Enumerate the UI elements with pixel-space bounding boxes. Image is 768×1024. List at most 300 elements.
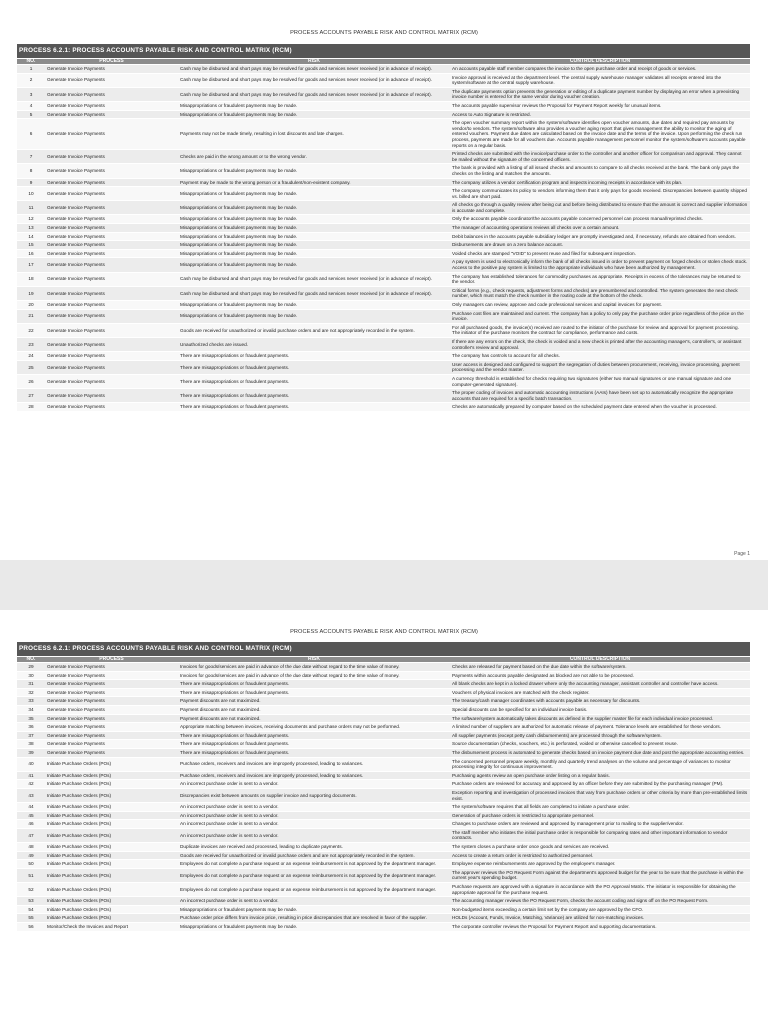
table-row (17, 723, 750, 731)
row-risk: Misappropriations or fraudulent payments may be made. (180, 250, 298, 256)
row-process: Generate Invoice Payments (47, 262, 105, 268)
row-number: 15 (28, 242, 34, 248)
row-number: 24 (28, 353, 34, 359)
table-row (17, 310, 750, 323)
table-row (17, 102, 750, 110)
row-number: 42 (28, 781, 34, 787)
row-risk: Cash may be disbursed and short pays may be resolved for goods and services never received (or in advance of receipt). (180, 91, 432, 97)
row-process: Initiate Purchase Orders (POs) (47, 781, 112, 787)
row-control-description: Exception reporting and investigation of processed invoices that vary from purchase orders or other criteria by more than pre-established limits exist. (452, 789, 748, 801)
row-number: 41 (28, 772, 34, 778)
row-process: Generate Invoice Payments (47, 225, 105, 231)
table-row (17, 780, 750, 788)
row-control-description: The corporate controller reviews the Proposal for Payment Report and supporting documentations. (452, 924, 657, 929)
row-process: Generate Invoice Payments (47, 205, 105, 211)
row-control-description: Special discounts can be specified for an individual invoice basis. (452, 706, 588, 712)
table-row (17, 88, 750, 101)
row-number: 8 (29, 168, 33, 174)
table-row (17, 820, 750, 828)
row-process: Generate Invoice Payments (47, 276, 105, 282)
row-number: 50 (28, 861, 34, 867)
row-control-description: Invoice approval is received at the department level. The central supply warehouse manager validates all receipts entered into the system/software at the central supply warehouse. (452, 74, 722, 86)
row-process: Initiate Purchase Orders (POs) (47, 886, 112, 892)
row-number: 9 (29, 179, 33, 185)
row-risk: An incorrect purchase order is sent to a vendor. (180, 804, 279, 810)
row-control-description: The company has controls to account for all checks. (452, 353, 560, 359)
row-process: Generate Invoice Payments (47, 153, 105, 159)
row-number: 14 (28, 233, 34, 239)
row-control-description: The concerned personnel prepare weekly, monthly and quarterly trend analyses on the volume and percentage of variances to monitor processing integrity for continuous improvement. (452, 758, 731, 770)
row-process: Generate Invoice Payments (47, 689, 105, 695)
row-control-description: For all purchased goods, the invoice(s) received are routed to the initiator of the purchase for review and approval for payment processing. The initiator of the purchase monitors the contract for compliance, performance and costs. (452, 324, 739, 336)
row-control-description: Checks are released for payment based on the due date within the software/system. (452, 664, 627, 669)
row-control-description: Changes to purchase orders are reviewed and approved by management prior to mailing to the supplier/vendor. (452, 821, 684, 827)
row-number: 28 (28, 404, 34, 410)
row-risk: Misappropriations or fraudulent payments may be made. (180, 216, 298, 222)
row-process: Initiate Purchase Orders (POs) (47, 812, 112, 818)
row-number: 51 (28, 872, 34, 878)
table-row (17, 273, 750, 286)
header-risk: RISK (308, 657, 320, 662)
row-risk: Misappropriations or fraudulent payments may be made. (180, 168, 298, 174)
table-row (17, 233, 750, 241)
row-number: 43 (28, 792, 34, 798)
row-number: 56 (28, 924, 34, 929)
table-row (17, 119, 750, 149)
row-control-description: The proper coding of invoices and automatic accounting instructions (AAIs) have been set up to automatically recognize the appropriate accounts that are required for a specific batch transaction. (452, 390, 734, 401)
row-number: 5 (29, 111, 33, 117)
row-number: 17 (28, 262, 34, 268)
header-risk: RISK (308, 59, 320, 64)
row-process: Initiate Purchase Orders (POs) (47, 852, 112, 858)
row-process: Generate Invoice Payments (47, 404, 105, 410)
header-no: NO. (26, 59, 36, 64)
table-row (17, 324, 750, 337)
row-number: 44 (28, 804, 34, 810)
row-risk: Payment may be made to the wrong person or a fraudulent/non-existent company. (180, 179, 351, 185)
row-process: Generate Invoice Payments (47, 749, 105, 755)
header-control-description: CONTROL DESCRIPTION (569, 59, 631, 64)
row-number: 40 (28, 761, 34, 767)
row-risk: Employees do not complete a purchase request or an expense reimbursement is not approved by the department manager. (180, 872, 437, 878)
row-number: 52 (28, 886, 34, 892)
row-control-description: User access is designed and configured to support the segregation of duties between procurement, receiving, invoice processing, payment processing and the vendor master. (452, 361, 740, 373)
row-risk: There are misappropriations or fraudulent payments. (180, 681, 290, 687)
row-number: 3 (29, 91, 33, 97)
row-risk: Cash may be disbursed and short pays may be resolved for goods and services never received (or in advance of receipt). (180, 66, 432, 71)
row-number: 2 (29, 77, 33, 83)
row-process: Generate Invoice Payments (47, 250, 105, 256)
row-process: Generate Invoice Payments (47, 698, 105, 704)
row-number: 55 (28, 915, 34, 921)
row-process: Generate Invoice Payments (47, 302, 105, 307)
row-process: Initiate Purchase Orders (POs) (47, 804, 112, 810)
row-risk: Misappropriations or fraudulent payments may be made. (180, 906, 298, 912)
row-control-description: All supplier payments (except petty cash disbursements) are processed through the software/system. (452, 732, 662, 738)
row-control-description: The company utilizes a vendor certification program and inspects incoming receipts in accordance with its plan. (452, 179, 683, 185)
row-process: Initiate Purchase Orders (POs) (47, 906, 112, 912)
row-control-description: If there are any errors on the check, the check is voided and a new check is printed after the accounting manager's, controller's, or assistant controller's review and approval. (452, 338, 742, 350)
row-risk: Misappropriations or fraudulent payments may be made. (180, 242, 298, 248)
row-control-description: The software/system automatically takes discounts as defined in the supplier master file for each individual invoice processed. (452, 715, 714, 721)
row-process: Initiate Purchase Orders (POs) (47, 832, 112, 838)
table-row (17, 65, 750, 73)
row-process: Generate Invoice Payments (47, 290, 105, 296)
row-risk: An incorrect purchase order is sent to a vendor. (180, 898, 279, 904)
row-number: 34 (28, 706, 34, 712)
row-control-description: Checks are automatically prepared by computer based on the scheduled payment date entered when the voucher is processed. (452, 404, 717, 410)
row-number: 10 (28, 190, 34, 196)
row-number: 35 (28, 715, 34, 721)
row-process: Generate Invoice Payments (47, 190, 105, 196)
row-risk: Duplicate invoices are received and processed, leading to duplicate payments. (180, 844, 343, 850)
row-control-description: Non-budgeted items exceeding a certain limit set by the company are approved by the CFO. (452, 906, 644, 912)
row-control-description: The staff member who initiates the initial purchase order is responsible for comparing rates and other important information to vendor contracts. (452, 829, 728, 841)
document-title: PROCESS ACCOUNTS PAYABLE RISK AND CONTROL MATRIX (RCM) (290, 629, 478, 635)
row-number: 21 (28, 313, 34, 319)
table-row (17, 869, 750, 882)
row-number: 1 (29, 66, 33, 71)
table-row (17, 812, 750, 820)
row-risk: Cash may be disbursed and short pays may be resolved for goods and services never received (or in advance of receipt). (180, 77, 432, 83)
row-process: Generate Invoice Payments (47, 233, 105, 239)
row-number: 30 (28, 672, 34, 678)
row-risk: Misappropriations or fraudulent payments may be made. (180, 233, 298, 239)
row-control-description: An accounts payable staff member compares the invoice to the open purchase order and receipt of goods or services. (452, 66, 697, 71)
row-control-description: The approver reviews the PO Request Form against the department's approved budget for the year to be sure that the purchase is within the current year's spending budget. (452, 869, 744, 881)
row-risk: Unauthorized checks are issued. (180, 341, 249, 347)
row-control-description: A limited number of suppliers are authorized for automatic release of payment. Tolerance levels are established for these vendors. (452, 724, 722, 730)
row-process: Initiate Purchase Orders (POs) (47, 844, 112, 850)
row-number: 47 (28, 832, 34, 838)
table-row (17, 914, 750, 922)
row-risk: Payment discounts are not maximized. (180, 706, 261, 712)
table-row (17, 111, 750, 119)
row-process: Generate Invoice Payments (47, 242, 105, 248)
row-process: Generate Invoice Payments (47, 732, 105, 738)
row-process: Generate Invoice Payments (47, 102, 105, 108)
row-number: 19 (28, 290, 34, 296)
row-process: Generate Invoice Payments (47, 672, 105, 678)
row-process: Generate Invoice Payments (47, 91, 105, 97)
row-risk: An incorrect purchase order is sent to a vendor. (180, 832, 279, 838)
row-process: Generate Invoice Payments (47, 715, 105, 721)
row-risk: Goods are received for unauthorized or invalid purchase orders and are not appropriately recorded in the system. (180, 327, 415, 333)
row-control-description: The company communicates its policy to vendors informing them that it only pays for goods received. Discrepancies between quantity shipped vs. billed are short paid. (452, 188, 747, 199)
row-process: Generate Invoice Payments (47, 378, 105, 384)
row-process: Generate Invoice Payments (47, 111, 105, 117)
table-row (17, 215, 750, 223)
row-risk: Cash may be disbursed and short pays may be resolved for goods and services never received (or in advance of receipt). (180, 290, 432, 296)
table-row (17, 732, 750, 740)
row-process: Generate Invoice Payments (47, 66, 105, 71)
table-row (17, 338, 750, 351)
table-row (17, 663, 750, 671)
row-risk: Misappropriations or fraudulent payments may be made. (180, 302, 298, 307)
row-number: 22 (28, 327, 34, 333)
row-control-description: The system/software requires that all fields are completed to initiate a purchase order. (452, 804, 630, 810)
row-process: Generate Invoice Payments (47, 216, 105, 222)
row-number: 25 (28, 364, 34, 370)
row-process: Generate Invoice Payments (47, 741, 105, 747)
row-process: Generate Invoice Payments (47, 77, 105, 83)
row-risk: Misappropriations or fraudulent payments may be made. (180, 262, 298, 268)
section-title: PROCESS 6.2.1: PROCESS ACCOUNTS PAYABLE RISK AND CONTROL MATRIX (RCM) (17, 642, 750, 656)
row-number: 16 (28, 250, 34, 256)
row-number: 31 (28, 681, 34, 687)
row-control-description: Only managers can review, approve and code professional services and capital invoices for payment. (452, 302, 663, 307)
row-risk: Misappropriations or fraudulent payments may be made. (180, 313, 298, 319)
row-control-description: HOLDs (Account, Funds, Invoice, Matching, Variance) are utilized for non-matching invoices. (452, 915, 645, 921)
row-risk: An incorrect purchase order is sent to a vendor. (180, 781, 279, 787)
table-row (17, 715, 750, 723)
row-number: 33 (28, 698, 34, 704)
row-risk: There are misappropriations or fraudulent payments. (180, 404, 290, 410)
row-control-description: Voided checks are stamped "VOID" to prevent reuse and filed for subsequent inspection. (452, 250, 636, 256)
row-number: 49 (28, 852, 34, 858)
row-number: 11 (28, 205, 34, 211)
table-row (17, 706, 750, 714)
table-row (17, 758, 750, 771)
section-title: PROCESS 6.2.1: PROCESS ACCOUNTS PAYABLE RISK AND CONTROL MATRIX (RCM) (17, 44, 750, 58)
table-row (17, 224, 750, 232)
row-number: 46 (28, 821, 34, 827)
table-row (17, 301, 750, 309)
row-control-description: The accounting manager reviews the PO Request Form, checks the account coding and signs off on the PO Request Form. (452, 898, 709, 904)
table-row (17, 187, 750, 200)
row-risk: Payments may not be made timely, resulting in lost discounts and late charges. (180, 131, 344, 137)
row-risk: Checks are paid in the wrong amount or to the wrong vendor. (180, 153, 307, 159)
row-number: 23 (28, 341, 34, 347)
row-control-description: The open voucher summary report within the system/software identifies open voucher amounts, due dates and required pay amounts by vendor/to vendors. The system/software also provides a voucher aging report that gives management the ability to monitor the aging of entered vouchers. Payment due dates are calculated based on the invoice date and the terms of the invoice. Upon performing the check run process, payments are made for all vouchers due. Accounts payable management personnel monitor the system/software's accounts payable reports on a regular basis. (452, 120, 746, 148)
row-risk: Purchase orders, receivers and invoices are improperly processed, leading to variances. (180, 761, 364, 767)
row-risk: There are misappropriations or fraudulent payments. (180, 378, 290, 384)
header-no: NO. (26, 657, 36, 662)
row-risk: There are misappropriations or fraudulent payments. (180, 364, 290, 370)
table-row (17, 375, 750, 388)
row-control-description: Access to Auto Signature is restricted. (452, 111, 531, 117)
row-number: 13 (28, 225, 34, 231)
row-control-description: Payments within accounts payable designated as blocked are not able to be processed. (452, 672, 634, 678)
table-row (17, 241, 750, 249)
row-risk: Employees do not complete a purchase request or an expense reimbursement is not approved by the department manager. (180, 861, 437, 867)
row-control-description: Only the accounts payable coordinator/the accounts payable concerned personnel can process manual/reprinted checks. (452, 216, 703, 222)
row-process: Generate Invoice Payments (47, 706, 105, 712)
row-risk: There are misappropriations or fraudulent payments. (180, 732, 290, 738)
row-number: 29 (28, 664, 34, 669)
row-risk: Misappropriations or fraudulent payments may be made. (180, 102, 298, 108)
table-row (17, 680, 750, 688)
row-number: 6 (29, 131, 33, 137)
row-number: 18 (28, 276, 34, 282)
row-control-description: A pay system is used to electronically inform the bank of all checks issued in order to prevent payment on forged checks or stolen check stock. Access to the positive pay system is limited to the appropriate individuals who have been authorized by management. (452, 259, 748, 271)
table-header (17, 59, 750, 64)
row-number: 45 (28, 812, 34, 818)
row-risk: Misappropriations or fraudulent payments may be made. (180, 205, 298, 211)
table-body (17, 65, 750, 411)
row-process: Initiate Purchase Orders (POs) (47, 821, 112, 827)
row-risk: Purchase orders, receivers and invoices are improperly processed, leading to variances. (180, 772, 364, 778)
row-risk: An incorrect purchase order is sent to a vendor. (180, 812, 279, 818)
row-risk: Discrepancies exist between amounts on supplier invoice and supporting documents. (180, 792, 357, 798)
row-process: Generate Invoice Payments (47, 341, 105, 347)
row-number: 37 (28, 732, 34, 738)
row-risk: Goods are received for unauthorized or invalid purchase orders and are not appropriately recorded in the system. (180, 852, 415, 858)
row-control-description: Source documentation (checks, vouchers, etc.) is perforated, voided or otherwise cancelled to prevent reuse. (452, 741, 678, 747)
row-control-description: The bank is provided with a listing of all issued checks and amounts to compare to all checks received at the bank. The bank only pays the checks on the listing and matches the amounts. (452, 165, 740, 176)
header-process: PROCESS (99, 59, 124, 64)
row-control-description: Printed checks are submitted with the invoice/purchase order to the controller and another officer for comparison and approval. They cannot be mailed without the signature of the concerned officers. (452, 151, 742, 162)
row-process: Initiate Purchase Orders (POs) (47, 772, 112, 778)
row-process: Generate Invoice Payments (47, 313, 105, 319)
table-row (17, 789, 750, 802)
table-row (17, 897, 750, 905)
row-process: Generate Invoice Payments (47, 131, 105, 137)
rcm-table-page-1 (17, 44, 750, 411)
row-number: 26 (28, 378, 34, 384)
row-process: Initiate Purchase Orders (POs) (47, 872, 112, 878)
row-control-description: Debit balances in the accounts payable subsidiary ledger are promptly investigated and, if necessary, refunds are obtained from vendors. (452, 233, 736, 239)
row-process: Initiate Purchase Orders (POs) (47, 761, 112, 767)
row-risk: An incorrect purchase order is sent to a vendor. (180, 821, 279, 827)
row-control-description: The company has established tolerances for commodity purchases as appropriate. Receipts in excess of the tolerances may be returned to the vendor. (452, 273, 741, 285)
row-control-description: Disbursements are drawn on a zero balance account. (452, 242, 563, 248)
row-risk: There are misappropriations or fraudulent payments. (180, 392, 290, 398)
row-process: Generate Invoice Payments (47, 353, 105, 359)
table-row (17, 843, 750, 851)
row-control-description: All blank checks are kept in a locked drawer where only the accounting manager, assistant controller and controller have access. (452, 681, 719, 687)
table-row (17, 74, 750, 87)
row-process: Generate Invoice Payments (47, 392, 105, 398)
row-control-description: The duplicate payments option prevents the generation or editing of a duplicate payment number by displaying an error when a preexisting invoice number is entered for the same vendor during voucher creation. (452, 88, 740, 100)
table-row (17, 201, 750, 214)
row-number: 12 (28, 216, 34, 222)
row-number: 48 (28, 844, 34, 850)
row-process: Initiate Purchase Orders (POs) (47, 861, 112, 867)
row-process: Generate Invoice Payments (47, 168, 105, 174)
row-control-description: Employee expense reimbursements are approved by the employee's manager. (452, 861, 616, 867)
row-risk: Payment discounts are not maximized. (180, 698, 261, 704)
row-process: Monitor/Check the Invoices and Report (47, 924, 129, 929)
row-risk: There are misappropriations or fraudulent payments. (180, 741, 290, 747)
row-process: Initiate Purchase Orders (POs) (47, 898, 112, 904)
row-risk: Misappropriations or fraudulent payments may be made. (180, 111, 298, 117)
table-row (17, 852, 750, 860)
table-row (17, 672, 750, 680)
header-control-description: CONTROL DESCRIPTION (569, 657, 631, 662)
row-process: Generate Invoice Payments (47, 327, 105, 333)
table-row (17, 179, 750, 187)
row-risk: Appropriate matching between invoices, receiving documents and purchase orders may not be performed. (180, 724, 401, 730)
table-row (17, 150, 750, 163)
row-risk: Employees do not complete a purchase request or an expense reimbursement is not approved by the department manager. (180, 886, 437, 892)
table-body (17, 663, 750, 931)
row-control-description: Purchase orders are reviewed for accuracy and approved by an officer before they are submitted by the purchasing manager (PM). (452, 781, 724, 787)
document-title: PROCESS ACCOUNTS PAYABLE RISK AND CONTROL MATRIX (RCM) (290, 30, 478, 36)
table-row (17, 250, 750, 258)
row-number: 38 (28, 741, 34, 747)
rcm-table-page-2 (17, 642, 750, 931)
table-row (17, 883, 750, 896)
table-row (17, 803, 750, 811)
table-row (17, 287, 750, 300)
table-header (17, 657, 750, 662)
row-number: 4 (29, 102, 33, 108)
table-row (17, 829, 750, 842)
row-control-description: The system closes a purchase order once goods and services are received. (452, 844, 610, 850)
row-risk: Invoices for goods/services are paid in advance of the due date without regard to the time value of money. (180, 664, 400, 669)
row-process: Initiate Purchase Orders (POs) (47, 915, 112, 921)
table-row (17, 361, 750, 374)
row-risk: Misappropriations or fraudulent payments may be made. (180, 190, 298, 196)
table-row (17, 697, 750, 705)
row-number: 36 (28, 724, 34, 730)
row-number: 39 (28, 749, 34, 755)
table-row (17, 689, 750, 697)
row-process: Initiate Purchase Orders (POs) (47, 792, 112, 798)
row-control-description: Purchase requests are approved with a signature in accordance with the PO Approval Matrix. The initiator is responsible for obtaining the appropriate approval for the purchase request. (452, 884, 736, 895)
row-risk: There are misappropriations or fraudulent payments. (180, 749, 290, 755)
row-number: 7 (29, 153, 33, 159)
row-number: 27 (28, 392, 34, 398)
row-process: Generate Invoice Payments (47, 179, 105, 185)
row-control-description: All checks go through a quality review after being cut and before being distributed to ensure that the amount is correct and supplier information is accurate and complete. (452, 202, 748, 213)
row-control-description: Access to create a return order is restricted to authorized personnel. (452, 852, 594, 858)
row-control-description: Purchase cost files are maintained and current. The company has a policy to only pay the purchase order price regardless of the price on the invoice. (452, 310, 744, 322)
row-risk: There are misappropriations or fraudulent payments. (180, 353, 290, 359)
page-2 (0, 610, 768, 1024)
row-risk: Cash may be disbursed and short pays may be resolved for goods and services never received (or in advance of receipt). (180, 276, 432, 282)
row-process: Generate Invoice Payments (47, 681, 105, 687)
page-number: Page 1 (734, 551, 750, 557)
row-number: 20 (28, 302, 34, 307)
row-control-description: A currency threshold is established for checks requiring two signatures (either two manual signatures or one manual signature and one computer-generated signature). (452, 375, 732, 387)
row-control-description: Critical forms (e.g., check requests, adjustment forms and checks) are prenumbered and controlled. The system generates the next check number, which must match the check number in the routing code at the bottom of the check. (452, 287, 738, 299)
row-risk: There are misappropriations or fraudulent payments. (180, 689, 290, 695)
row-risk: Misappropriations or fraudulent payments may be made. (180, 924, 298, 929)
row-risk: Purchase order price differs from invoice price, resulting in price discrepancies that are resolved in favor of the supplier. (180, 915, 427, 921)
table-row (17, 740, 750, 748)
header-process: PROCESS (99, 657, 124, 662)
row-risk: Payment discounts are not maximized. (180, 715, 261, 721)
row-number: 54 (28, 906, 34, 912)
row-control-description: The disbursement process is automated to generate checks based on invoice payment due date and post the appropriate accounting entries. (452, 749, 745, 755)
table-row (17, 389, 750, 402)
row-control-description: Generation of purchase orders is restricted to appropriate personnel. (452, 812, 595, 818)
table-row (17, 403, 750, 411)
row-risk: Misappropriations or fraudulent payments may be made. (180, 225, 298, 231)
row-control-description: Purchasing agents review an open purchase order listing on a regular basis. (452, 772, 610, 778)
table-row (17, 772, 750, 780)
row-control-description: The accounts payable supervisor reviews the Proposal for Payment Report weekly for unusual items. (452, 102, 662, 108)
row-control-description: The manager of accounting operations reviews all checks over a certain amount. (452, 225, 620, 231)
table-row (17, 352, 750, 360)
table-row (17, 906, 750, 914)
table-row (17, 923, 750, 931)
row-process: Generate Invoice Payments (47, 664, 105, 669)
row-process: Generate Invoice Payments (47, 724, 105, 730)
row-control-description: The treasury/cash manager coordinates with accounts payable as necessary for discounts. (452, 698, 641, 704)
row-control-description: Vouchers of physical invoices are matched with the check register. (452, 689, 590, 695)
row-process: Generate Invoice Payments (47, 364, 105, 370)
table-row (17, 258, 750, 271)
row-risk: Invoices for goods/services are paid in advance of the due date without regard to the time value of money. (180, 672, 400, 678)
table-row (17, 164, 750, 177)
row-number: 32 (28, 689, 34, 695)
row-number: 53 (28, 898, 34, 904)
table-row (17, 860, 750, 868)
table-row (17, 749, 750, 757)
